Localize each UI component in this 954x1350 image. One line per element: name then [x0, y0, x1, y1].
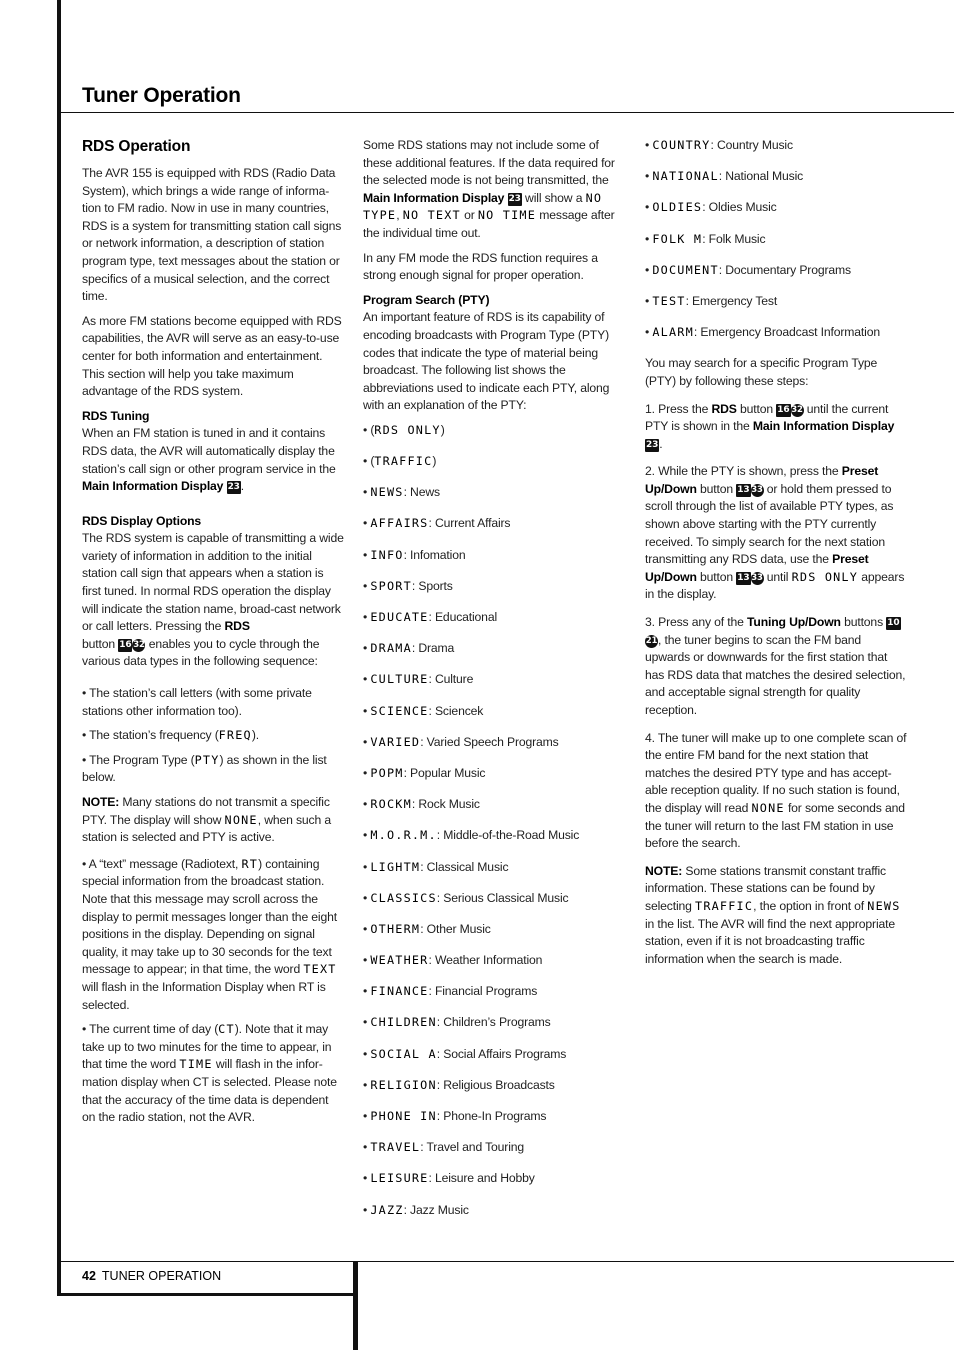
bullet-mark: •: [363, 859, 371, 874]
bullet-mark: ): [432, 454, 437, 469]
page-title: Tuner Operation: [82, 84, 241, 107]
note: [82, 794, 344, 847]
text: Many stations do not transmit a specific PTY. The display will show: [82, 795, 330, 827]
pty-item: [363, 983, 625, 1001]
text: will show a: [525, 190, 583, 205]
pty-item: [645, 262, 907, 280]
subheading: RDS Tuning: [82, 408, 150, 423]
text: • The current time of day (: [82, 1022, 219, 1037]
text: The RDS system is capable of transmitting a wide variety of information in addition to the initial station call sign that appears when a station is first tuned. In normal RDS operation the display will indicate the station name, broad-cast network or call letters. Pressing the: [82, 531, 344, 634]
pty-item: [645, 324, 907, 342]
pty-description: : Phone-In Programs: [436, 1109, 547, 1124]
text: ) containing special information from the broadcast station. Note that this message may scroll across the display to permit messages longer than the eight positions in the display. Depending on signal quality, it may take up to 30 seconds for the text message to appear; in that time, the word: [82, 856, 337, 977]
text: for some seconds and the tuner will return to the last FM station in use before the search.: [645, 800, 905, 851]
note-label: NOTE:: [82, 795, 120, 809]
bullet-mark: •: [363, 485, 371, 500]
bullet-mark: •: [645, 200, 653, 215]
pty-code: LIGHTM: [370, 859, 421, 874]
column-2: [363, 137, 625, 1233]
pty-code: AFFAIRS: [370, 516, 429, 531]
display-code: TRAFFIC: [695, 898, 754, 913]
control-number-badge: 33: [751, 484, 763, 495]
pty-item: [363, 734, 625, 752]
bullet-mark: •: [363, 1202, 371, 1217]
pty-description: : Oldies Music: [702, 200, 777, 215]
text-bold: Tuning Up/Down: [747, 615, 841, 630]
pty-item: [363, 1139, 625, 1157]
section-heading-rds: RDS Operation: [82, 138, 191, 155]
pty-item: [363, 859, 625, 877]
pty-code: M.O.R.M.: [370, 828, 437, 843]
pty-code: TRAFFIC: [374, 454, 433, 469]
left-margin-bar: [57, 0, 61, 1295]
pty-item: [363, 609, 625, 627]
footer-divider-bar: [353, 1262, 358, 1350]
text: • The station’s frequency (: [82, 728, 219, 743]
pty-description: : Children’s Programs: [436, 1015, 551, 1030]
display-code: RDS ONLY: [791, 569, 859, 584]
bullet-mark: • (: [363, 422, 375, 437]
bullet-mark: •: [363, 984, 371, 999]
pty-description: : Emergency Broadcast Information: [693, 325, 880, 340]
text-bold: RDS: [224, 619, 250, 634]
pty-code: CHILDREN: [370, 1015, 437, 1030]
pty-description: : Culture: [428, 672, 474, 687]
paragraph: Some RDS stations may not include some of these additional features. If the data required for the selected mode is not being transmitted, the Main Information Display 23 will show a NO TYPE, NO TEXT or NO TIME message after the individual time out.: [363, 138, 615, 240]
pty-description: : Current Affairs: [428, 516, 511, 531]
text-bold: RDS: [711, 401, 737, 416]
pty-item: [363, 578, 625, 596]
pty-item: [645, 293, 907, 311]
pty-description: : Travel and Touring: [420, 1140, 525, 1155]
subheading: Program Search (PTY): [363, 292, 490, 307]
text: until the current PTY is shown in the: [645, 401, 889, 434]
text: appears in the display.: [645, 569, 905, 602]
pty-description: : National Music: [718, 169, 804, 184]
display-code: NONE: [751, 800, 785, 815]
text: or: [464, 208, 475, 223]
pty-code: CULTURE: [370, 672, 429, 687]
text: ).: [251, 728, 259, 743]
control-number-badge: 16: [777, 404, 790, 415]
pty-code: INFO: [370, 547, 404, 562]
bullet-mark: •: [363, 1140, 371, 1155]
pty-code: SCIENCE: [370, 703, 429, 718]
text: button: [700, 481, 734, 496]
pty-code: WEATHER: [370, 953, 429, 968]
pty-description: : Middle-of-the-Road Music: [436, 828, 580, 843]
pty-description: : Weather Information: [428, 953, 543, 968]
bullet: [82, 752, 344, 787]
step-1: 1. Press the RDS button 16 32 until the current PTY is shown in the Main Information Display 23.: [645, 401, 895, 451]
pty-code: OTHERM: [370, 921, 421, 936]
pty-item: [363, 422, 625, 440]
display-code: NEWS: [867, 898, 901, 913]
pty-code: SPORT: [370, 578, 412, 593]
bullet-mark: •: [363, 734, 371, 749]
text: • The Program Type (: [82, 752, 195, 767]
pty-code: DOCUMENT: [652, 262, 719, 277]
pty-description: : Religious Broadcasts: [436, 1077, 555, 1092]
paragraph-display-options: [82, 513, 344, 671]
display-code: NONE: [224, 812, 258, 827]
pty-code: CLASSICS: [370, 890, 437, 905]
pty-description: : Sports: [411, 578, 453, 593]
pty-item: [363, 1046, 625, 1064]
pty-code: TRAVEL: [370, 1140, 421, 1155]
pty-item: [363, 952, 625, 970]
pty-description: : Documentary Programs: [718, 262, 851, 277]
pty-description: : Jazz Music: [403, 1202, 469, 1217]
pty-code: ALARM: [652, 325, 694, 340]
control-number-badge: 32: [791, 404, 803, 415]
pty-description: : Emergency Test: [685, 293, 778, 308]
pty-code: FOLK M: [652, 231, 703, 246]
pty-item: [363, 515, 625, 533]
text: until: [766, 569, 789, 584]
bullet: [82, 1021, 344, 1127]
pty-code: LEISURE: [370, 1171, 429, 1186]
bullet: [82, 727, 344, 745]
title-rule: [57, 112, 954, 113]
pty-code: RDS ONLY: [374, 422, 441, 437]
text: enables you to cycle through the various data types in the following sequence:: [82, 636, 320, 669]
display-code: PTY: [194, 752, 220, 767]
bullet-mark: •: [645, 169, 653, 184]
pty-item: [363, 640, 625, 658]
pty-item: [363, 921, 625, 939]
text: message after the individual time out.: [363, 208, 615, 240]
bullet-mark: •: [363, 921, 371, 936]
column-3: [645, 137, 907, 975]
display-code: TIME: [179, 1057, 213, 1072]
text: , the option in front of: [753, 898, 865, 913]
note: [645, 863, 907, 969]
pty-item: [363, 827, 625, 845]
display-code: NO TIME: [477, 208, 536, 223]
pty-description: : Popular Music: [403, 765, 486, 780]
control-number-badge: 33: [751, 572, 763, 583]
bullet-mark: •: [363, 610, 371, 625]
text: button: [700, 569, 734, 584]
control-number-badge: 16: [119, 639, 132, 650]
display-code: NO TEXT: [402, 208, 461, 223]
bullet-mark: •: [363, 641, 371, 656]
paragraph-program-search: [363, 292, 625, 415]
bullet-mark: •: [363, 765, 371, 780]
text: or hold them pressed to scroll through the list of available PTY types, as shown above starting with the PTY currently received. To simply search for the next station transmitting any RDS data, use the: [645, 481, 894, 567]
display-code: TEXT: [303, 962, 337, 977]
paragraph: The AVR 155 is equipped with RDS (Radio Data System), which brings a wide range of informa-tion to FM radio. Now in use in many countries, RDS is a system for transmitting station call signs or network information, a description of station program type, text messages about the station or specifics of a musical selection, and the correct time.: [82, 166, 342, 304]
pty-code: JAZZ: [370, 1202, 404, 1217]
page-footer: [82, 1269, 221, 1283]
bullet-mark: •: [363, 797, 371, 812]
pty-description: : Financial Programs: [428, 984, 538, 999]
pty-description: : Other Music: [420, 921, 491, 936]
bullet-mark: • (: [363, 454, 375, 469]
control-number-badge: 23: [227, 482, 240, 493]
pty-item: [363, 484, 625, 502]
text: ) as shown in the list below.: [82, 752, 327, 785]
pty-item: [363, 1014, 625, 1032]
footer-rule-bold: [57, 1293, 357, 1296]
pty-code: ROCKM: [370, 797, 412, 812]
control-number-badge: 23: [646, 439, 659, 450]
paragraph: You may search for a specific Program Type (PTY) by following these steps:: [645, 356, 878, 388]
bullet-mark: •: [363, 1015, 371, 1030]
text-bold: Preset Up/Down: [645, 464, 879, 496]
text: will flash in the Information Display when RT is selected.: [82, 979, 326, 1012]
paragraph: In any FM mode the RDS function requires a strong enough signal for proper operation.: [363, 250, 598, 283]
pty-code: TEST: [652, 293, 686, 308]
bullet-mark: •: [363, 516, 371, 531]
pty-description: : Serious Classical Music: [436, 890, 569, 905]
pty-description: : Folk Music: [702, 231, 766, 246]
pty-item: [363, 547, 625, 565]
pty-description: : Country Music: [710, 138, 793, 152]
bullet-mark: •: [363, 1077, 371, 1092]
bullet: [82, 856, 344, 1014]
text: • A “text” message (Radiotext,: [82, 856, 239, 871]
footer-label: TUNER OPERATION: [101, 1269, 222, 1283]
pty-item: [363, 1077, 625, 1095]
pty-code: DRAMA: [370, 641, 412, 656]
pty-description: : Educational: [428, 610, 497, 625]
text-bold: Main Information Display: [82, 479, 224, 494]
bullet-mark: •: [363, 890, 371, 905]
text: in the list. The AVR will find the next appropriate station, even if it is not broadcasting traffic information when the search is made.: [645, 916, 896, 966]
display-code: CT: [218, 1022, 235, 1037]
pty-item: [645, 231, 907, 249]
bullet-mark: •: [645, 231, 653, 246]
bullet-mark: •: [645, 293, 653, 308]
bullet-mark: •: [645, 325, 653, 340]
bullet-mark: •: [363, 1046, 371, 1061]
pty-description: : Classical Music: [420, 859, 509, 874]
pty-item: [363, 1170, 625, 1188]
pty-code: FINANCE: [370, 984, 429, 999]
text-bold: Main Information Display: [363, 190, 505, 205]
text: , the tuner begins to scan the FM band upwards or downwards for the first station that has RDS data that matches the desired selection, and acceptable signal strength for quality reception.: [645, 632, 906, 717]
text: ). Note that it may take up to two minutes for the time to appear, in that time the word: [82, 1022, 332, 1072]
pty-code: NATIONAL: [652, 169, 719, 184]
pty-item: [363, 796, 625, 814]
page-number: 42: [82, 1269, 96, 1283]
text-bold: Main Information Display: [752, 419, 895, 434]
control-number-badge: 32: [133, 639, 145, 650]
bullet-mark: •: [645, 138, 653, 152]
pty-list: [363, 422, 625, 1219]
text: buttons: [844, 615, 884, 630]
control-number-badge: 21: [645, 635, 658, 646]
bullet-mark: •: [645, 262, 653, 277]
pty-item: [363, 1108, 625, 1126]
step-4: [645, 730, 907, 853]
text-bold: Preset Up/Down: [645, 552, 869, 584]
bullet-mark: ): [440, 422, 445, 437]
control-number-badge: 10: [887, 618, 900, 629]
footer-rule: [57, 1261, 954, 1262]
step-2: [645, 463, 907, 604]
pty-code: PHONE IN: [370, 1109, 437, 1124]
text: button: [740, 401, 774, 416]
display-code: RT: [241, 856, 259, 871]
pty-description: : Rock Music: [411, 797, 480, 812]
display-code: FREQ: [218, 728, 252, 743]
pty-item: [645, 199, 907, 217]
text: When an FM station is tuned in and it contains RDS data, the AVR will automatically display the station’s call sign or other program service in the: [82, 426, 336, 476]
text: 1. Press the: [645, 401, 709, 416]
subheading: RDS Display Options: [82, 513, 202, 528]
pty-description: : Sciencek: [428, 703, 484, 718]
pty-code: EDUCATE: [370, 610, 429, 625]
text: , when such a station is selected and PTY is active.: [82, 812, 331, 845]
pty-description: : Social Affairs Programs: [436, 1046, 567, 1061]
bullet: • The station’s call letters (with some private stations other information too).: [82, 686, 312, 718]
pty-list: [645, 137, 907, 342]
text: 2. While the PTY is shown, press the: [645, 464, 839, 479]
text: Some stations transmit constant traffic information. These stations can be found by selecting: [645, 863, 886, 913]
pty-description: : News: [403, 485, 440, 500]
control-number-badge: 13: [737, 572, 750, 583]
pty-item: [363, 1202, 625, 1220]
step-3: [645, 614, 907, 720]
text: 3. Press any of the: [645, 615, 744, 630]
bullet-mark: •: [363, 953, 371, 968]
pty-item: [363, 890, 625, 908]
paragraph: As more FM stations become equipped with RDS capabilities, the AVR will serve as an easy-to-use center for both information and entertainment. This section will help you take maximum advantage of the RDS system.: [82, 313, 342, 399]
text: will flash in the infor-mation display when CT is selected. Please note that the accuracy of the time data is dependent on the radio station, not the AVR.: [82, 1057, 337, 1125]
pty-code: RELIGION: [370, 1077, 437, 1092]
pty-description: : Leisure and Hobby: [428, 1171, 535, 1186]
pty-description: : Infomation: [403, 547, 466, 562]
pty-item: [363, 453, 625, 471]
pty-item: [645, 137, 907, 155]
pty-item: [363, 765, 625, 783]
pty-code: SOCIAL A: [370, 1046, 437, 1061]
pty-description: : Drama: [411, 641, 455, 656]
pty-item: [363, 671, 625, 689]
paragraph-rds-tuning: RDS Tuning When an FM station is tuned in and it contains RDS data, the AVR will automatically display the station’s call sign or other program service in the Main Information Display 23.: [82, 408, 336, 494]
pty-code: VARIED: [370, 734, 421, 749]
bullet-mark: •: [363, 828, 371, 843]
pty-code: NEWS: [370, 485, 404, 500]
text: 4. The tuner will make up to one complete scan of the entire FM band for the next station that matches the desired PTY type and has accept-able reception quality. If no such station is found, the display will read: [645, 730, 907, 815]
note-label: NOTE:: [645, 863, 683, 878]
bullet-mark: •: [363, 1109, 371, 1124]
pty-item: [645, 168, 907, 186]
text: button: [82, 636, 115, 651]
bullet-mark: •: [363, 1171, 371, 1186]
text: Some RDS stations may not include some of these additional features. If the data required for the selected mode is not being transmitted, the: [363, 138, 615, 188]
bullet-mark: •: [363, 578, 371, 593]
display-code: NO TYPE: [363, 190, 603, 223]
bullet-mark: •: [363, 547, 371, 562]
pty-code: OLDIES: [652, 200, 703, 215]
pty-code: POPM: [370, 765, 404, 780]
bullet-mark: •: [363, 672, 371, 687]
control-number-badge: 13: [737, 484, 750, 495]
pty-code: COUNTRY: [652, 138, 711, 152]
pty-description: : Varied Speech Programs: [420, 734, 559, 749]
bullet-mark: •: [363, 703, 371, 718]
control-number-badge: 23: [508, 193, 521, 204]
column-1: [82, 137, 344, 1134]
pty-item: [363, 703, 625, 721]
text: An important feature of RDS is its capability of encoding broadcasts with Program Type (PTY) codes that indicate the type of material being broadcast. The following list shows the abbreviations used to indicate each PTY, along with an explanation of the PTY:: [363, 310, 610, 413]
